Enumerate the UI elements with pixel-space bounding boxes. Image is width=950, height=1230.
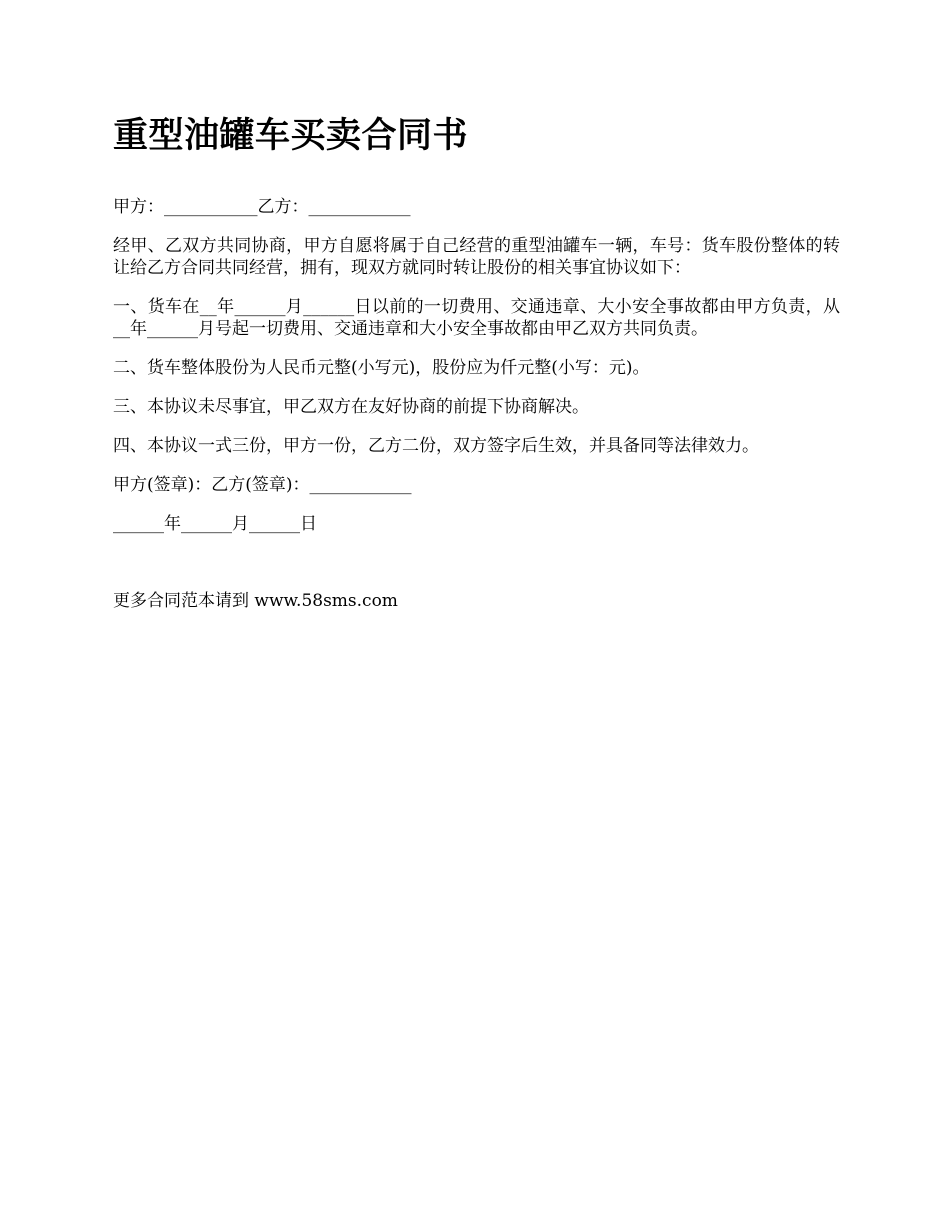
clause-4: 四、本协议一式三份，甲方一份，乙方二份，双方签字后生效，并具备同等法律效力。: [113, 436, 759, 456]
signature-line: 甲方(签章)：乙方(签章)：____________: [113, 475, 412, 495]
clause-1: 一、货车在__年______月______日以前的一切费用、交通违章、大小安全事故都由甲方负责，从__年______月号起一切费用、交通违章和大小安全事故都由甲乙双方共同负责。: [113, 297, 840, 339]
parties-line: 甲方：___________乙方：____________: [113, 197, 411, 217]
intro-paragraph: 经甲、乙双方共同协商，甲方自愿将属于自己经营的重型油罐车一辆，车号：货车股份整体的转让给乙方合同共同经营，拥有，现双方就同时转让股份的相关事宜协议如下：: [113, 236, 840, 278]
clause-3: 三、本协议未尽事宜，甲乙双方在友好协商的前提下协商解决。: [113, 397, 589, 417]
document-title: 重型油罐车买卖合同书: [113, 115, 469, 156]
footer-link-text: 更多合同范本请到 www.58sms.com: [113, 591, 398, 611]
date-line: ______年______月______日: [113, 514, 317, 534]
clause-2: 二、货车整体股份为人民币元整(小写元)，股份应为仟元整(小写：元)。: [113, 358, 650, 378]
contract-document: [113, 112, 840, 629]
